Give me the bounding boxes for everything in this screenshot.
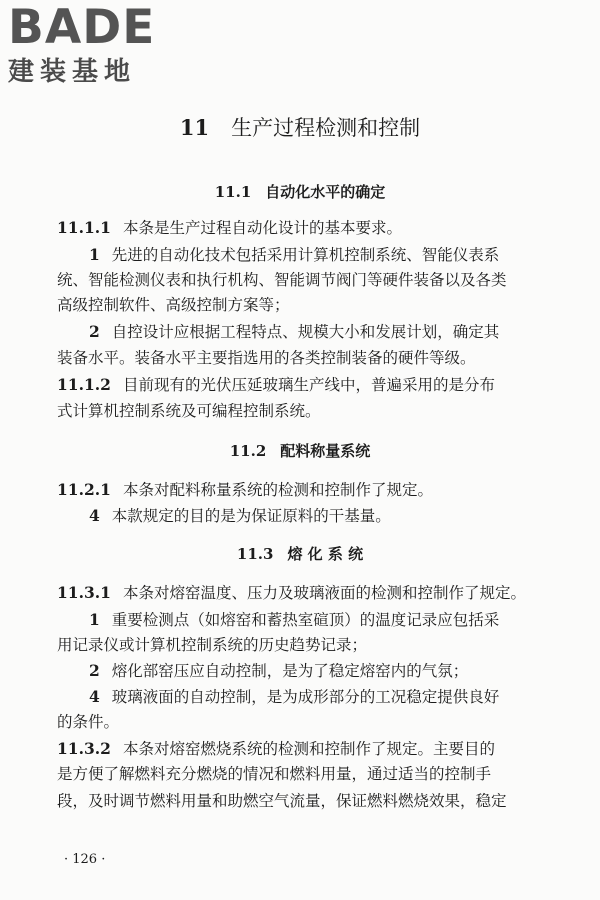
text-line: [89, 659, 468, 683]
line-text: 是方便了解燃料充分燃烧的情况和燃料用量，通过适当的控制手: [57, 765, 492, 783]
text-line: [57, 789, 507, 813]
section-number: 11.2: [229, 442, 267, 460]
text-line: [89, 504, 391, 528]
text-line: [57, 268, 507, 292]
text-line: [89, 685, 499, 709]
text-line: [89, 608, 499, 632]
text-line: [57, 762, 491, 786]
line-text: 本条对熔窑燃烧系统的检测和控制作了规定。主要目的: [122, 740, 495, 758]
text-line: [57, 710, 119, 734]
text-line: [57, 478, 433, 502]
line-text: 本条对配料称量系统的检测和控制作了规定。: [122, 481, 433, 499]
item-number: 1: [89, 245, 100, 264]
logo-brand: BADE: [8, 0, 156, 55]
item-number: 1: [89, 610, 100, 629]
line-text: 本款规定的目的是为保证原料的干基量。: [111, 507, 391, 525]
line-text: 段，及时调节燃料用量和助燃空气流量，保证燃料燃烧效果，稳定: [57, 792, 507, 810]
text-line: [89, 243, 499, 267]
chapter-title-text: 生产过程检测和控制: [231, 116, 421, 140]
line-text: 重要检测点（如熔窑和蓄热室碹顶）的温度记录应包括采: [111, 611, 500, 629]
line-text: 目前现有的光伏压延玻璃生产线中，普遍采用的是分布: [122, 376, 495, 394]
page-number: · 126 ·: [64, 852, 106, 867]
text-line: [57, 373, 495, 397]
chapter-title: [0, 114, 600, 142]
item-number: 4: [89, 687, 100, 706]
clause-number: 11.3.2: [57, 739, 111, 758]
section-title: 配料称量系统: [280, 442, 371, 460]
item-number: 2: [89, 661, 100, 680]
line-text: 式计算机控制系统及可编程控制系统。: [57, 402, 321, 420]
section-heading-11-2: [0, 440, 600, 462]
text-line: [57, 581, 526, 605]
section-heading-11-3: [0, 543, 600, 565]
clause-number: 11.2.1: [57, 480, 111, 499]
line-text: 本条对熔窑温度、压力及玻璃液面的检测和控制作了规定。: [122, 584, 526, 602]
item-number: 2: [89, 322, 100, 341]
text-line: [57, 737, 495, 761]
section-number: 11.1: [214, 183, 252, 201]
logo-subtitle: 建装基地: [8, 57, 137, 87]
clause-number: 11.1.2: [57, 375, 111, 394]
text-line: [57, 293, 290, 317]
chapter-number: 11: [179, 115, 210, 140]
line-text: 先进的自动化技术包括采用计算机控制系统、智能仪表系: [111, 246, 500, 264]
text-line: [57, 633, 367, 657]
item-number: 4: [89, 506, 100, 525]
section-heading-11-1: [0, 181, 600, 203]
line-text: 统、智能检测仪表和执行机构、智能调节阀门等硬件装备以及各类: [57, 271, 507, 289]
section-number: 11.3: [236, 545, 274, 563]
line-text: 高级控制软件、高级控制方案等；: [57, 296, 290, 314]
text-line: [89, 320, 499, 344]
clause-number: 11.3.1: [57, 583, 111, 602]
section-title: 熔 化 系 统: [287, 545, 364, 563]
line-text: 装备水平。装备水平主要指选用的各类控制装备的硬件等级。: [57, 349, 476, 367]
line-text: 本条是生产过程自动化设计的基本要求。: [122, 219, 402, 237]
text-line: [57, 346, 476, 370]
line-text: 玻璃液面的自动控制，是为成形部分的工况稳定提供良好: [111, 688, 500, 706]
bade-logo: [8, 2, 178, 87]
section-title: 自动化水平的确定: [265, 183, 386, 201]
line-text: 用记录仪或计算机控制系统的历史趋势记录；: [57, 636, 368, 654]
line-text: 自控设计应根据工程特点、规模大小和发展计划，确定其: [111, 323, 500, 341]
line-text: 熔化部窑压应自动控制，是为了稳定熔窑内的气氛；: [111, 662, 469, 680]
text-line: [57, 399, 321, 423]
text-line: [57, 216, 402, 240]
clause-number: 11.1.1: [57, 218, 111, 237]
line-text: 的条件。: [57, 713, 120, 731]
